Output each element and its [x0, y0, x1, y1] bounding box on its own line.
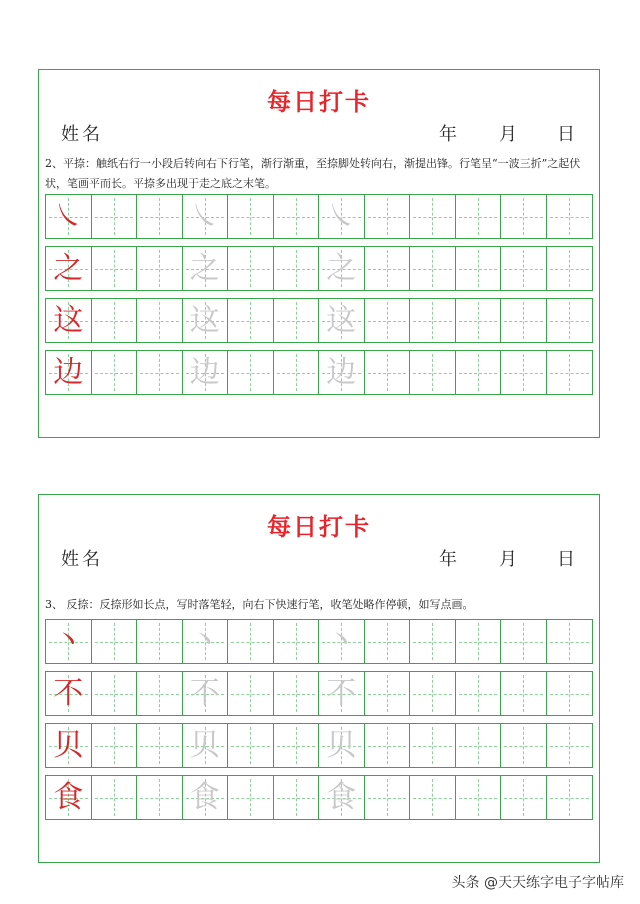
trace-cell	[183, 672, 229, 715]
model-cell	[46, 195, 92, 238]
trace-character: 丶	[189, 623, 220, 659]
trace-cell	[319, 620, 365, 663]
blank-cell	[456, 299, 502, 342]
blank-cell	[228, 247, 274, 290]
trace-character: ㇏	[189, 198, 220, 234]
practice-card-2	[38, 494, 600, 863]
stroke-instruction: 3、 反捺：反捺形如长点，写时落笔轻，向右下快速行笔，收笔处略作停顿，如写点画。	[45, 598, 474, 611]
blank-cell	[410, 672, 456, 715]
blank-cell	[365, 672, 411, 715]
blank-cell	[501, 620, 547, 663]
blank-cell	[228, 351, 274, 394]
practice-row	[45, 619, 593, 664]
model-character: 不	[53, 675, 84, 711]
name-label: 姓名	[61, 549, 103, 570]
practice-row	[45, 350, 593, 395]
blank-cell	[547, 776, 593, 819]
blank-cell	[501, 247, 547, 290]
practice-row	[45, 775, 593, 820]
blank-cell	[228, 620, 274, 663]
trace-character: 贝	[189, 727, 220, 763]
date-month-label: 月	[499, 549, 517, 570]
trace-cell	[319, 724, 365, 767]
blank-cell	[456, 776, 502, 819]
card-title: 每日打卡	[267, 88, 371, 116]
trace-cell	[319, 299, 365, 342]
trace-cell	[183, 247, 229, 290]
model-character: 丶	[53, 623, 84, 659]
model-cell	[46, 247, 92, 290]
blank-cell	[92, 776, 138, 819]
trace-cell	[183, 351, 229, 394]
blank-cell	[410, 776, 456, 819]
blank-cell	[137, 299, 183, 342]
trace-character: 丶	[326, 623, 357, 659]
blank-cell	[547, 195, 593, 238]
blank-cell	[365, 351, 411, 394]
trace-character: 这	[189, 302, 220, 338]
blank-cell	[228, 672, 274, 715]
trace-character: 这	[326, 302, 357, 338]
blank-cell	[501, 776, 547, 819]
blank-cell	[501, 299, 547, 342]
model-cell	[46, 672, 92, 715]
blank-cell	[137, 195, 183, 238]
trace-character: 贝	[326, 727, 357, 763]
blank-cell	[547, 724, 593, 767]
trace-character: 边	[189, 354, 220, 390]
trace-cell	[183, 195, 229, 238]
blank-cell	[228, 299, 274, 342]
blank-cell	[92, 672, 138, 715]
card-title: 每日打卡	[267, 513, 371, 541]
blank-cell	[137, 351, 183, 394]
blank-cell	[501, 724, 547, 767]
blank-cell	[456, 195, 502, 238]
blank-cell	[274, 351, 320, 394]
trace-cell	[183, 620, 229, 663]
blank-cell	[274, 195, 320, 238]
model-character: 这	[53, 302, 84, 338]
blank-cell	[92, 724, 138, 767]
stroke-instruction: 2、平捺：触纸右行一小段后转向右下行笔，渐行渐重，至捺脚处转向右，渐提出锋。行笔呈“一波三折”之起伏状，笔画平而长。平捺多出现于走之底之末笔。	[45, 157, 581, 190]
blank-cell	[228, 195, 274, 238]
model-character: 边	[53, 354, 84, 390]
trace-character: 不	[189, 675, 220, 711]
trace-cell	[183, 776, 229, 819]
practice-row	[45, 723, 593, 768]
date-year-label: 年	[439, 124, 457, 145]
blank-cell	[410, 351, 456, 394]
blank-cell	[137, 724, 183, 767]
blank-cell	[274, 724, 320, 767]
blank-cell	[365, 776, 411, 819]
model-character: 贝	[53, 727, 84, 763]
blank-cell	[365, 299, 411, 342]
model-cell	[46, 299, 92, 342]
practice-row	[45, 246, 593, 291]
blank-cell	[501, 672, 547, 715]
trace-cell	[183, 724, 229, 767]
blank-cell	[92, 299, 138, 342]
blank-cell	[92, 351, 138, 394]
blank-cell	[137, 776, 183, 819]
blank-cell	[410, 724, 456, 767]
trace-character: ㇏	[326, 198, 357, 234]
blank-cell	[92, 620, 138, 663]
trace-cell	[183, 299, 229, 342]
trace-cell	[319, 776, 365, 819]
blank-cell	[365, 724, 411, 767]
blank-cell	[547, 620, 593, 663]
blank-cell	[228, 776, 274, 819]
date-year-label: 年	[439, 549, 457, 570]
name-label: 姓名	[61, 124, 103, 145]
practice-card-1	[38, 69, 600, 438]
blank-cell	[456, 351, 502, 394]
blank-cell	[547, 299, 593, 342]
model-cell	[46, 776, 92, 819]
practice-row	[45, 671, 593, 716]
practice-row	[45, 298, 593, 343]
blank-cell	[274, 672, 320, 715]
blank-cell	[365, 195, 411, 238]
blank-cell	[410, 247, 456, 290]
blank-cell	[228, 724, 274, 767]
blank-cell	[410, 620, 456, 663]
model-cell	[46, 724, 92, 767]
blank-cell	[274, 620, 320, 663]
blank-cell	[92, 247, 138, 290]
trace-character: 食	[189, 779, 220, 815]
blank-cell	[274, 776, 320, 819]
blank-cell	[501, 351, 547, 394]
blank-cell	[456, 724, 502, 767]
blank-cell	[365, 620, 411, 663]
blank-cell	[410, 299, 456, 342]
trace-cell	[319, 351, 365, 394]
date-day-label: 日	[557, 124, 575, 145]
trace-character: 食	[326, 779, 357, 815]
practice-row	[45, 194, 593, 239]
trace-cell	[319, 247, 365, 290]
blank-cell	[365, 247, 411, 290]
blank-cell	[137, 672, 183, 715]
model-cell	[46, 620, 92, 663]
model-cell	[46, 351, 92, 394]
blank-cell	[501, 195, 547, 238]
blank-cell	[410, 195, 456, 238]
model-character: 之	[53, 250, 84, 286]
blank-cell	[274, 247, 320, 290]
trace-cell	[319, 672, 365, 715]
trace-character: 边	[326, 354, 357, 390]
blank-cell	[137, 620, 183, 663]
blank-cell	[456, 672, 502, 715]
trace-character: 之	[326, 250, 357, 286]
blank-cell	[137, 247, 183, 290]
blank-cell	[92, 195, 138, 238]
trace-character: 不	[326, 675, 357, 711]
blank-cell	[274, 299, 320, 342]
blank-cell	[456, 620, 502, 663]
blank-cell	[547, 247, 593, 290]
blank-cell	[547, 351, 593, 394]
date-month-label: 月	[499, 124, 517, 145]
blank-cell	[456, 247, 502, 290]
trace-cell	[319, 195, 365, 238]
date-day-label: 日	[557, 549, 575, 570]
trace-character: 之	[189, 250, 220, 286]
model-character: 食	[53, 779, 84, 815]
watermark: 头条 @天天练字电子字帖库	[451, 875, 624, 891]
blank-cell	[547, 672, 593, 715]
model-character: ㇏	[53, 198, 84, 234]
